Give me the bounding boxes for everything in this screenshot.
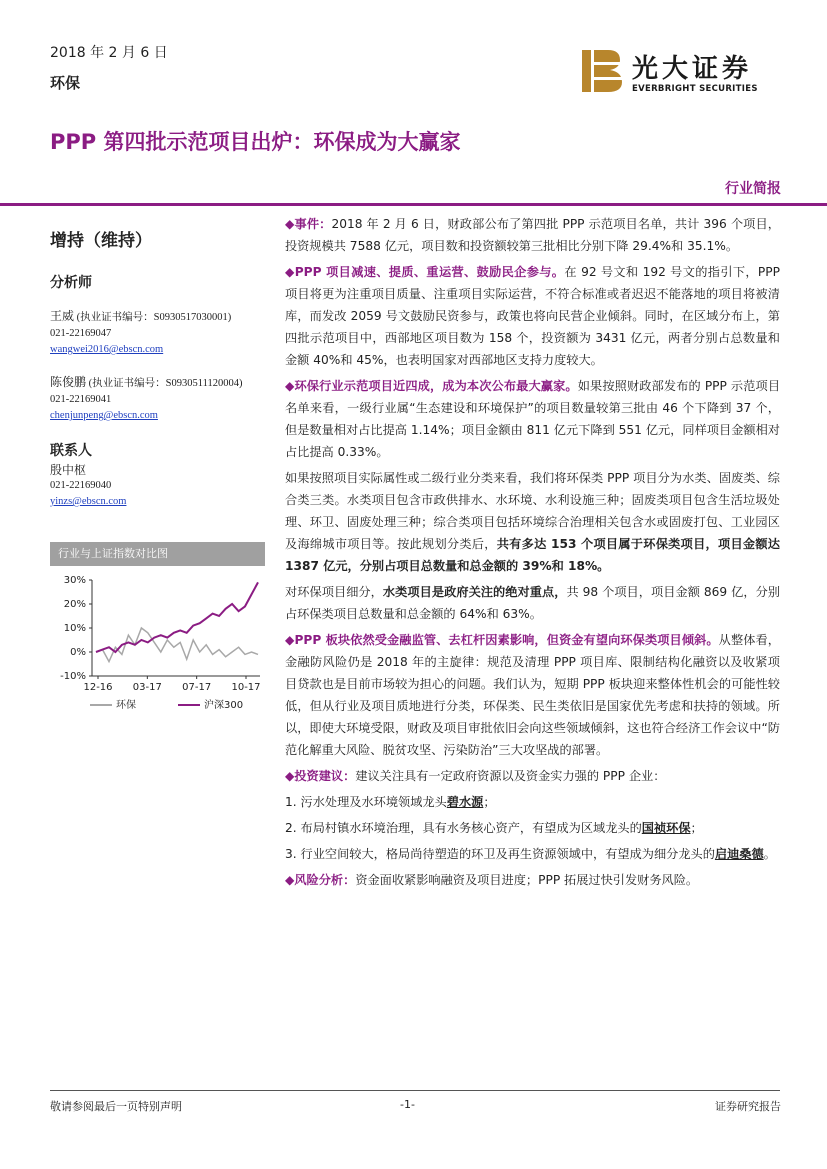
- rec-company: 碧水源: [446, 795, 484, 809]
- company-logo: [580, 48, 790, 96]
- classification-text: 如果按照项目实际属性或二级行业分类来看，我们将环保类 PPP 项目分为水类、固废类、综合类三类。水类项目包含市政供排水、水环境、水利设施三种；固废类项目包含生活垃圾处理、环卫、固废处理三种；综合类项目包括环境综合治理相关包含水或固废打包、工业园区及海绵城市项目等。按此规划分类后，: [285, 471, 780, 551]
- analyst-block-1: [50, 308, 270, 358]
- legend-label: 环保: [116, 700, 136, 711]
- logo-english-text: EVERBRIGHT SECURITIES: [632, 84, 758, 94]
- rec-end: ；: [690, 821, 703, 835]
- footer-disclaimer: 敬请参阅最后一页特别声明: [50, 1100, 182, 1113]
- recommendation-2: [285, 817, 780, 839]
- y-tick-label: 30%: [63, 575, 86, 586]
- report-title: PPP 第四批示范项目出炉：环保成为大赢家: [50, 130, 461, 154]
- analyst-cert: (执业证书编号：S0930511120004): [88, 378, 243, 389]
- y-tick-label: -10%: [60, 671, 86, 682]
- risk-heading: ◆风险分析：: [285, 873, 356, 887]
- rec-end: ；: [483, 795, 496, 809]
- paragraph-investment: [285, 765, 780, 787]
- y-tick-label: 0%: [70, 647, 86, 658]
- classification-bold: 共有多达 153 个项目属于环保类项目，项目金额达 1387 亿元，分别占项目总数量和总金额的 39%和 18%。: [285, 537, 780, 573]
- regulation-heading: ◆PPP 板块依然受金融监管、去杠杆因素影响，但资金有望向环保类项目倾斜。: [285, 633, 719, 647]
- analyst-email-link[interactable]: wangwei2016@ebscn.com: [50, 344, 164, 355]
- rec-text: 3. 行业空间较大，格局尚待塑造的环卫及再生资源领域中，有望成为细分龙头的: [285, 847, 715, 861]
- event-heading: ◆事件：: [285, 217, 332, 231]
- rec-company: 国祯环保: [641, 821, 691, 835]
- chart-title: 行业与上证指数对比图: [50, 542, 265, 566]
- logo-chinese-text: 光大证券: [632, 54, 753, 84]
- water-text-a: 对环保项目细分，: [285, 585, 383, 599]
- footer-report-label: 证券研究报告: [715, 1100, 781, 1113]
- paragraph-ppp-trend: [285, 261, 780, 371]
- series-line-env: [96, 628, 258, 662]
- water-text-b: 共 98 个项目，项目金额 869 亿，分别占环保类项目总数量和总金额的 64%和 63%。: [285, 585, 780, 621]
- risk-text: 资金面收紧影响融资及项目进度；PPP 拓展过快引发财务风险。: [355, 873, 699, 887]
- env-winner-heading: ◆环保行业示范项目近四成，成为本次公布最大赢家。: [285, 379, 578, 393]
- rec-text: 1. 污水处理及水环境领域龙头: [285, 795, 447, 809]
- header-divider: [0, 203, 827, 206]
- paragraph-event: [285, 213, 780, 257]
- ppp-trend-text: 在 92 号文和 192 号文的指引下，PPP 项目将更为注重项目质量、注重项目实际运营，不符合标准或者迟迟不能落地的项目将被清库，而发改 2059 号文鼓励民资参与，政策也将向民营企业倾斜。同时，在区域分布上，第四批示范项目中，西部地区项目数为 158 个，投资额为 3431 亿元，两者分别占总数量和金额 40%和 45%，也表明国家对西部地区支持力度较大。: [285, 265, 780, 367]
- everbright-logo-icon: [580, 48, 624, 94]
- x-tick-label: 03-17: [132, 682, 162, 693]
- series-line-hs300: [96, 582, 258, 652]
- analyst-heading: 分析师: [50, 275, 92, 291]
- env-winner-text: 如果按照财政部发布的 PPP 示范项目名单来看，一级行业属“生态建设和环境保护”的项目数量较第三批由 46 个下降到 37 个，但是数量相对占比提高 1.14%；项目金额由 811 亿元下降到 551 亿元，同样项目金额相对占比提高 0.33%。: [285, 379, 781, 459]
- analyst-name: 陈俊鹏: [50, 375, 87, 389]
- recommendation-3: [285, 843, 780, 865]
- rec-end: 。: [763, 847, 776, 861]
- report-date: 2018 年 2 月 6 日: [50, 45, 168, 61]
- footer-divider: [50, 1090, 780, 1091]
- paragraph-risk: [285, 869, 780, 891]
- x-tick-label: 10-17: [231, 682, 261, 693]
- sector-label: 环保: [50, 74, 81, 92]
- paragraph-water-focus: [285, 581, 780, 625]
- report-type: 行业简报: [725, 181, 781, 197]
- paragraph-regulation: [285, 629, 780, 761]
- contact-heading: 联系人: [50, 443, 92, 459]
- analyst-email-link[interactable]: chenjunpeng@ebscn.com: [50, 410, 158, 421]
- paragraph-classification: [285, 467, 780, 577]
- regulation-text: 从整体看，金融防风险仍是 2018 年的主旋律：规范及清理 PPP 项目库、限制结构化融资以及收紧项目贷款也是目前市场较为担心的问题。我们认为，短期 PPP 板块迎来整体性机会的可能性较低，但从行业及项目质地进行分类，环保类、民生类依旧是国家优先考虑和扶持的领域。所以，即使大环境受限，财政及项目审批依旧会向这些领域倾斜，这也符合经济工作会议中“防范化解重大风险、脱贫攻坚、污染防治”三大攻坚战的部署。: [285, 633, 780, 757]
- water-bold: 水类项目是政府关注的绝对重点，: [382, 585, 567, 599]
- rec-text: 2. 布局村镇水环境治理，具有水务核心资产，有望成为区域龙头的: [285, 821, 642, 835]
- investment-heading: ◆投资建议：: [285, 769, 356, 783]
- analyst-phone: 021-22169041: [50, 394, 112, 405]
- ppp-trend-heading: ◆PPP 项目减速、提质、重运营、鼓励民企参与。: [285, 265, 565, 279]
- paragraph-env-winner: [285, 375, 780, 463]
- x-tick-label: 07-17: [182, 682, 212, 693]
- analyst-block-2: [50, 374, 270, 424]
- rating: 增持（维持）: [50, 231, 152, 251]
- contact-block: [50, 462, 270, 510]
- contact-phone: 021-22169040: [50, 480, 112, 491]
- legend-label: 沪深300: [204, 700, 244, 711]
- page-number: -1-: [400, 1098, 415, 1111]
- y-tick-label: 10%: [63, 623, 86, 634]
- event-text: 2018 年 2 月 6 日，财政部公布了第四批 PPP 示范项目名单，共计 396 个项目，投资规模共 7588 亿元，项目数和投资额较第三批相比分别下降 29.4%和 35.1%。: [285, 217, 780, 253]
- contact-name: 殷中枢: [50, 463, 87, 477]
- analyst-cert: (执业证书编号：S0930517030001): [76, 312, 232, 323]
- rec-company: 启迪桑德: [714, 847, 764, 861]
- y-tick-label: 20%: [63, 599, 86, 610]
- analyst-phone: 021-22169047: [50, 328, 112, 339]
- investment-text: 建议关注具有一定政府资源以及资金实力强的 PPP 企业：: [355, 769, 666, 783]
- comparison-chart: [50, 542, 265, 718]
- chart-plot: [50, 566, 265, 718]
- x-tick-label: 12-16: [83, 682, 113, 693]
- recommendation-1: [285, 791, 780, 813]
- contact-email-link[interactable]: yinzs@ebscn.com: [50, 496, 127, 507]
- main-content: [285, 213, 780, 895]
- analyst-name: 王威: [50, 309, 75, 323]
